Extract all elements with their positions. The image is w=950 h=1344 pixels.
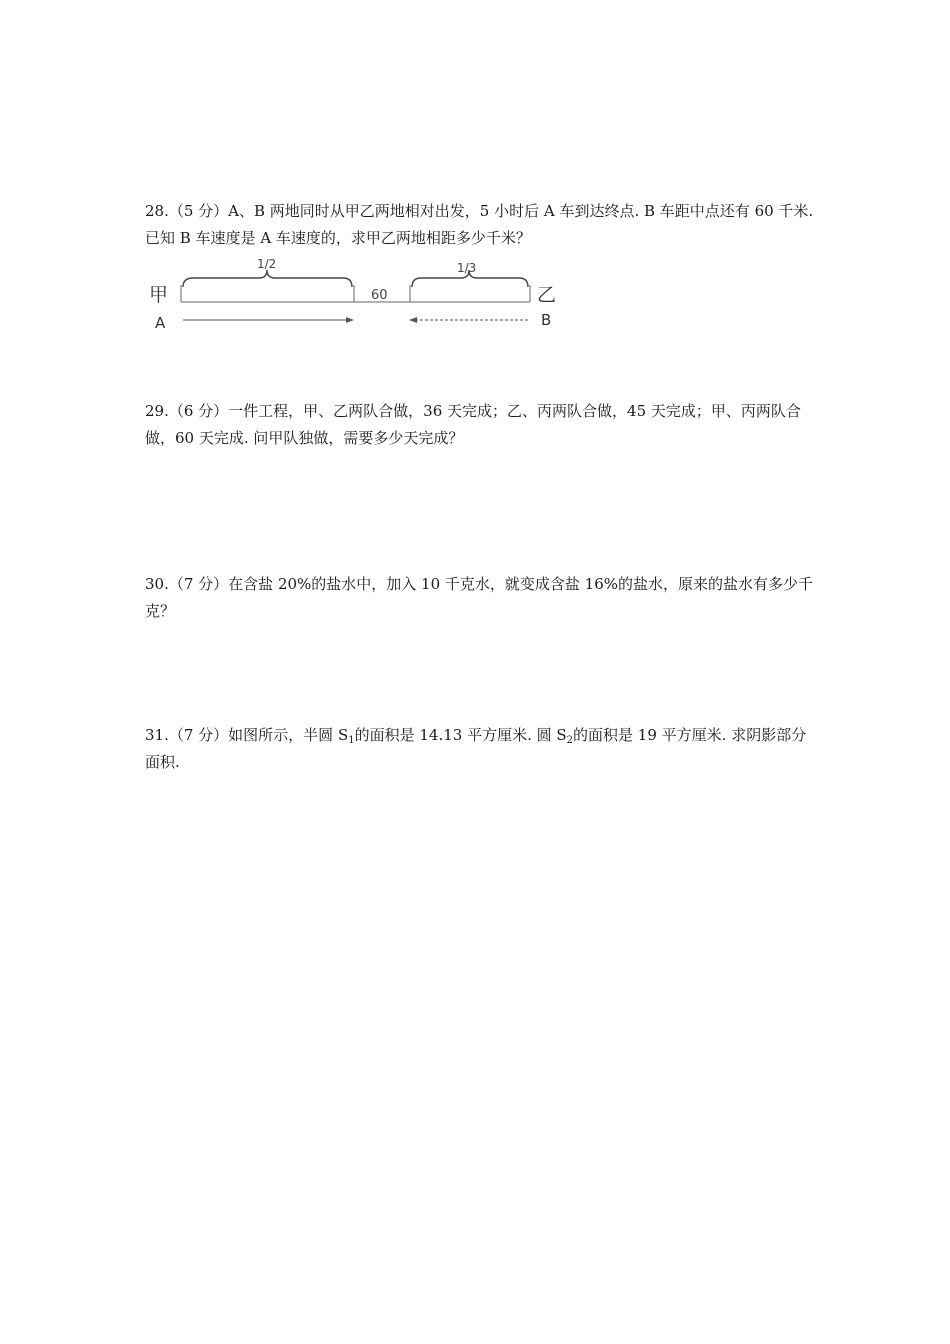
arrow-b-head bbox=[409, 317, 417, 323]
fraction-half: 1/2 bbox=[257, 257, 277, 271]
car-b-label: B bbox=[541, 311, 552, 329]
car-a-label: A bbox=[155, 314, 166, 332]
fraction-third: 1/3 bbox=[457, 261, 477, 275]
question-text-part-1: 如图所示，半圆 S bbox=[228, 726, 349, 744]
arrow-a-head bbox=[346, 317, 354, 323]
question-number: 28. bbox=[145, 202, 169, 220]
question-score: （7 分） bbox=[168, 726, 229, 744]
question-text-part-2: 的面积是 14.13 平方厘米. 圆 S bbox=[354, 726, 567, 744]
question-score: （5 分） bbox=[168, 202, 229, 220]
question-29 bbox=[145, 398, 817, 452]
question-text-part-3: 的面积是 19 平方厘米. 求阴影部分面积. bbox=[145, 726, 807, 771]
question-30 bbox=[145, 571, 817, 625]
subscript-1: 1 bbox=[348, 735, 355, 746]
subscript-2: 2 bbox=[566, 735, 574, 746]
question-28 bbox=[145, 198, 817, 252]
question-31 bbox=[145, 722, 817, 776]
question-score: （6 分） bbox=[168, 402, 229, 420]
question-score: （7 分） bbox=[168, 575, 229, 593]
question-number: 29. bbox=[145, 402, 169, 420]
brace-half bbox=[183, 270, 352, 287]
question-number: 30. bbox=[145, 575, 169, 593]
question-number: 31. bbox=[145, 726, 169, 744]
place-label-left: 甲 bbox=[149, 284, 169, 306]
gap-distance-label: 60 bbox=[371, 288, 388, 303]
question-text: 在含盐 20%的盐水中，加入 10 千克水，就变成含盐 16%的盐水，原来的盐水有多少千克？ bbox=[145, 575, 814, 620]
distance-line-diagram bbox=[145, 255, 565, 340]
question-text: A、B 两地同时从甲乙两地相对出发，5 小时后 A 车到达终点. B 车距中点还有 60 千米. 已知 B 车速度是 A 车速度的，求甲乙两地相距多少千米？ bbox=[145, 202, 814, 247]
place-label-right: 乙 bbox=[537, 284, 557, 306]
question-text: 一件工程，甲、乙两队合做，36 天完成；乙、丙两队合做，45 天完成；甲、丙两队合做，60 天完成. 问甲队独做，需要多少天完成？ bbox=[145, 402, 801, 447]
